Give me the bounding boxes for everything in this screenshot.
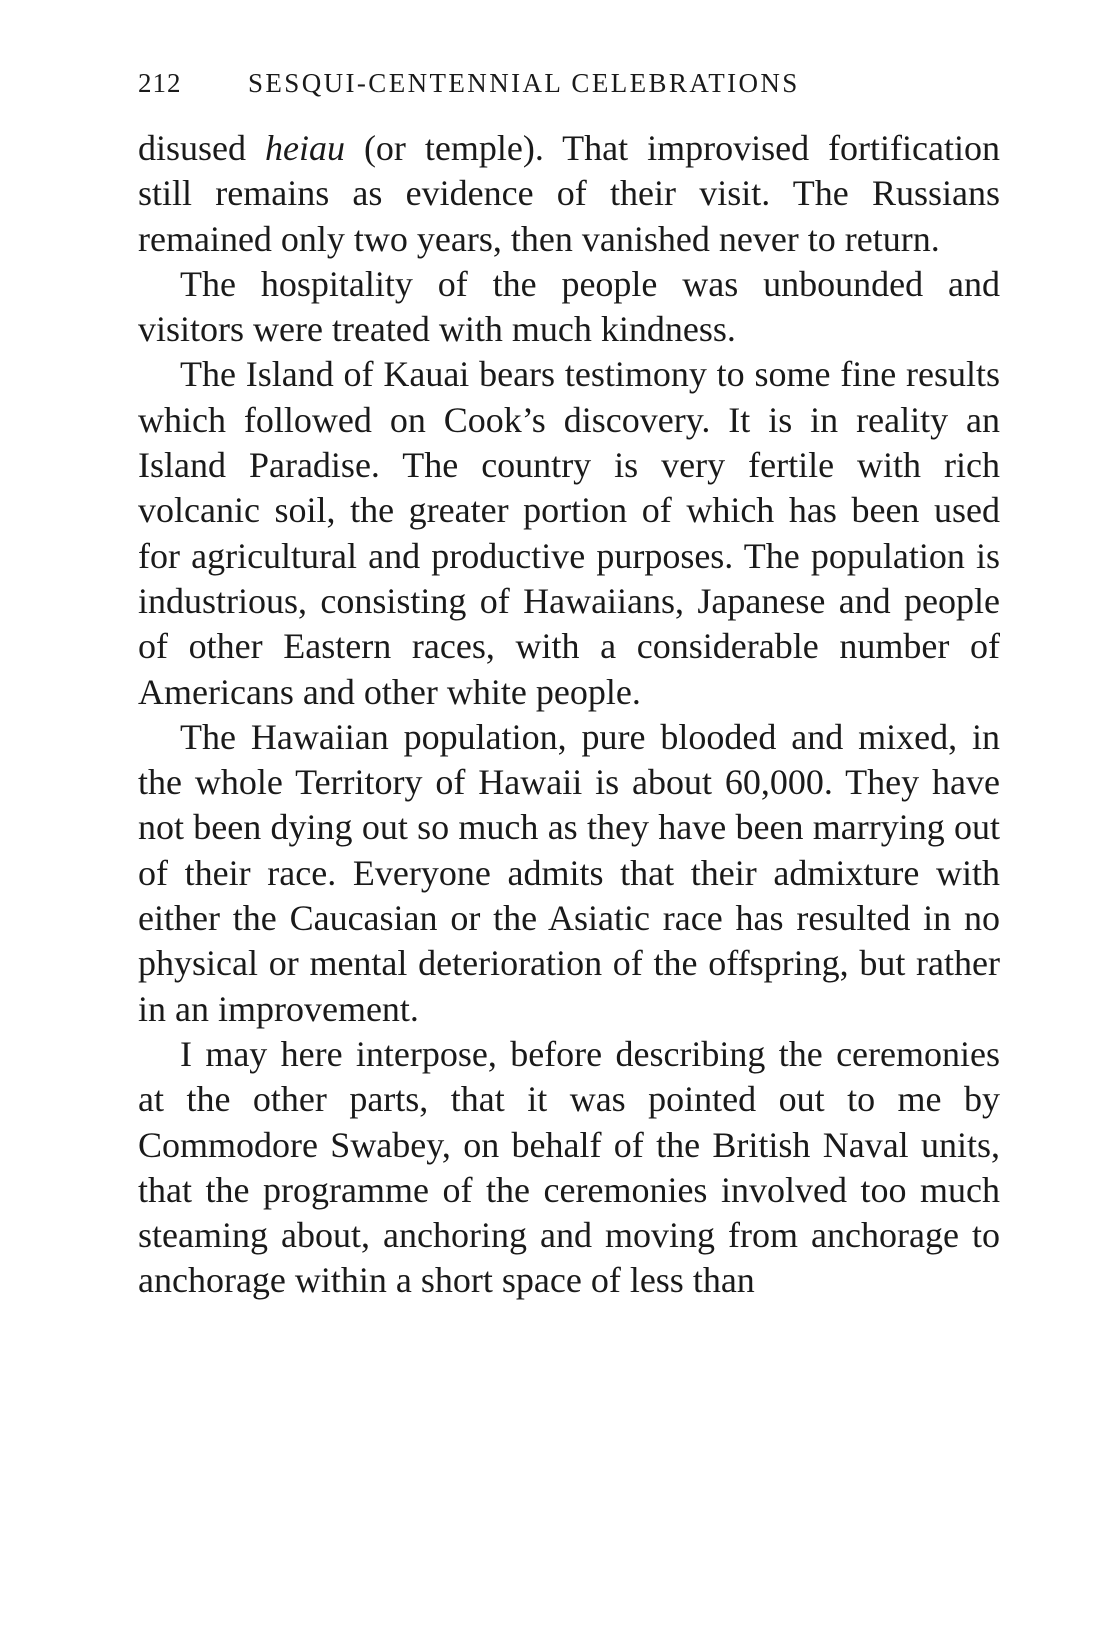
- paragraph-text: (or temple). That improvised fortification still remains as evidence of their visit. The Russians remained only two years, then vanished never to return.: [138, 128, 1001, 259]
- paragraph: I may here interpose, before describing the ceremonies at the other parts, that it was pointed out to me by Commodore Swabey, on behalf of the British Naval units, that the programme of the ceremonies involved too much steaming about, anchoring and moving from anchorage to anchorage within a short space of less than: [138, 1033, 1000, 1301]
- book-page: [138, 68, 1000, 1304]
- running-header: [138, 68, 1000, 112]
- body-text: [138, 126, 1000, 1304]
- paragraph: The Hawaiian population, pure blooded and mixed, in the whole Territory of Hawaii is about 60,000. They have not been dying out so much as they have been marrying out of their race. Everyone admits that their admixture with either the Caucasian or the Asiatic race has resulted in no physical or mental deterioration of the offspring, but rather in an improvement.: [138, 716, 1000, 1029]
- paragraph: The Island of Kauai bears testimony to some fine results which followed on Cook’s discovery. It is in reality an Island Paradise. The country is very fertile with rich volcanic soil, the greater portion of which has been used for agricultural and productive purposes. The population is industrious, consisting of Hawaiians, Japanese and people of other Eastern races, with a considerable number of Americans and other white people.: [138, 354, 1000, 712]
- running-title: SESQUI-CENTENNIAL CELEBRATIONS: [248, 68, 800, 98]
- paragraph-continuation: [138, 126, 1000, 262]
- paragraph: The hospitality of the people was unbounded and visitors were treated with much kindness.: [138, 263, 1000, 350]
- italic-term: heiau: [264, 128, 345, 168]
- page-number: 212: [138, 68, 182, 98]
- paragraph-text: disused: [138, 128, 265, 168]
